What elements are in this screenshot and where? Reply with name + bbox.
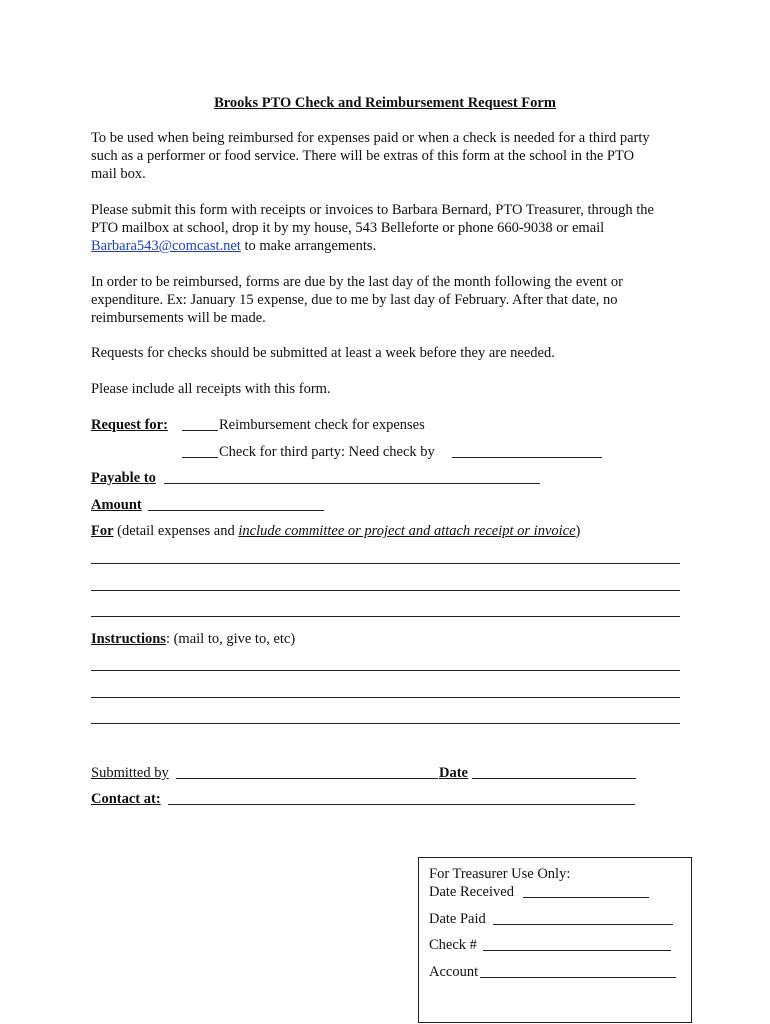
instructions-label-line [91, 630, 295, 648]
for-label: For [91, 523, 114, 539]
date-paid-label: Date Paid [429, 911, 486, 927]
third-party-checkbox-blank[interactable] [182, 457, 218, 458]
instructions-label: Instructions [91, 631, 166, 647]
email-link[interactable]: Barbara543@comcast.net [91, 238, 241, 254]
intro-paragraph [91, 129, 691, 183]
submission-line [91, 237, 691, 255]
submission-paragraph [91, 201, 691, 255]
payable-to-label: Payable to [91, 470, 156, 486]
date-received-label: Date Received [429, 884, 514, 900]
deadline-line: reimbursements will be made. [91, 310, 266, 326]
amount-field[interactable] [148, 510, 324, 511]
check-number-field[interactable] [483, 950, 671, 951]
intro-line: To be used when being reimbursed for expenses paid or when a check is needed for a third party [91, 130, 650, 146]
for-label-line [91, 522, 580, 540]
contact-at-field[interactable] [168, 804, 635, 805]
receipts-note: Please include all receipts with this form. [91, 381, 331, 397]
request-for-label: Request for: [91, 417, 168, 433]
submitted-by-label: Submitted by [91, 765, 169, 781]
third-party-option-label: Check for third party: Need check by [219, 444, 435, 460]
intro-line: mail box. [91, 166, 146, 182]
date-paid-field[interactable] [493, 924, 673, 925]
deadline-line: expenditure. Ex: January 15 expense, due to me by last day of February. After that date, no [91, 292, 618, 308]
for-detail-close: ) [575, 523, 581, 539]
for-line-3[interactable] [91, 616, 680, 617]
deadline-line: In order to be reimbursed, forms are due by the last day of the month following the event or [91, 274, 623, 290]
submission-line: Please submit this form with receipts or invoices to Barbara Bernard, PTO Treasurer, through the [91, 202, 654, 218]
for-detail-text: (detail expenses and [113, 523, 239, 539]
form-title: Brooks PTO Check and Reimbursement Request Form [214, 95, 556, 111]
instructions-line-2[interactable] [91, 697, 680, 698]
account-field[interactable] [480, 977, 676, 978]
instructions-line-3[interactable] [91, 723, 680, 724]
submission-line-rest: to make arrangements. [240, 238, 377, 254]
date-label: Date [439, 765, 468, 781]
intro-line: such as a performer or food service. There will be extras of this form at the school in the PTO [91, 148, 635, 164]
account-label: Account [429, 964, 479, 980]
submission-line: PTO mailbox at school, drop it by my house, 543 Belleforte or phone 660-9038 or email [91, 220, 605, 236]
instructions-line-1[interactable] [91, 670, 680, 671]
for-line-1[interactable] [91, 563, 680, 564]
timing-note: Requests for checks should be submitted at least a week before they are needed. [91, 345, 555, 361]
check-number-label: Check # [429, 937, 477, 953]
amount-label: Amount [91, 497, 142, 513]
treasurer-box [418, 857, 692, 1023]
date-field[interactable] [472, 778, 636, 779]
contact-at-label: Contact at: [91, 791, 161, 807]
instructions-detail: : (mail to, give to, etc) [165, 631, 296, 647]
reimbursement-checkbox-blank[interactable] [182, 430, 218, 431]
for-detail-italic: include committee or project and attach receipt or invoice [238, 523, 576, 539]
need-check-by-field[interactable] [452, 457, 602, 458]
reimbursement-option-label: Reimbursement check for expenses [219, 417, 425, 433]
treasurer-heading: For Treasurer Use Only: [429, 866, 571, 882]
date-received-field[interactable] [523, 897, 649, 898]
deadline-paragraph [91, 273, 691, 327]
submitted-by-field[interactable] [176, 778, 438, 779]
for-line-2[interactable] [91, 590, 680, 591]
payable-to-field[interactable] [164, 483, 540, 484]
